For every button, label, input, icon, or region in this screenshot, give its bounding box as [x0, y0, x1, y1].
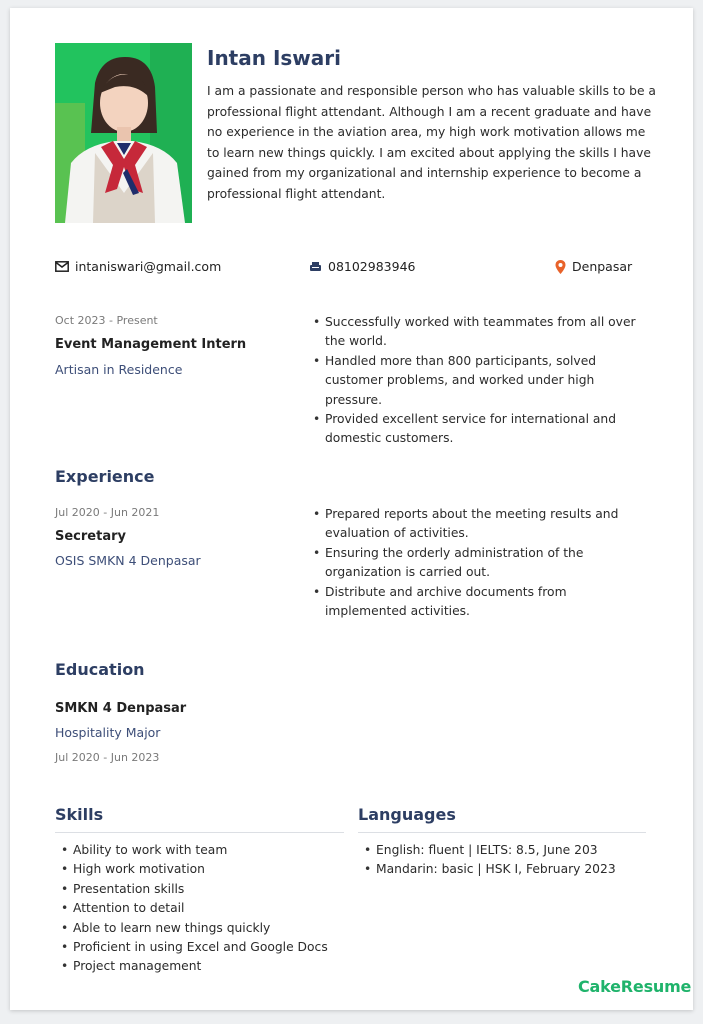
list-item: • Ability to work with team [58, 841, 344, 860]
experience-bullets [310, 505, 650, 621]
languages-heading: Languages [358, 805, 456, 824]
skills-list [58, 841, 344, 977]
list-item: • Able to learn new things quickly [58, 919, 344, 938]
education-school: SMKN 4 Denpasar [55, 701, 187, 716]
skills-heading: Skills [55, 805, 104, 824]
internship-role: Event Management Intern [55, 337, 247, 352]
list-item: • Provided excellent service for international and domestic customers. [310, 410, 650, 449]
phone-text: 08102983946 [328, 259, 416, 274]
skills-divider [55, 832, 344, 833]
experience-heading: Experience [55, 467, 155, 486]
list-item: • Prepared reports about the meeting results and evaluation of activities. [310, 505, 650, 544]
internship-org: Artisan in Residence [55, 362, 183, 377]
profile-summary: I am a passionate and responsible person who has valuable skills to be a professional flight attendant. Although I am a recent graduate and have no experience in the aviation area, my high work motivation allows me to learn new things quickly. I am excited about applying the skills I have gained from my organizational and internship experience to become a professional flight attendant. [207, 84, 656, 201]
list-item: • High work motivation [58, 860, 344, 879]
languages-list [361, 841, 646, 880]
cakeresume-logo[interactable]: CakeResume [578, 977, 692, 996]
list-item: • Successfully worked with teammates from all over the world. [310, 313, 650, 352]
mail-icon [55, 261, 69, 272]
education-major: Hospitality Major [55, 725, 161, 740]
contact-email[interactable] [55, 259, 221, 274]
profile-photo [55, 43, 192, 223]
resume-page [10, 8, 693, 1010]
education-heading: Education [55, 660, 145, 679]
list-item: • Project management [58, 957, 344, 976]
list-item: • Presentation skills [58, 880, 344, 899]
list-item: • Ensuring the orderly administration of the organization is carried out. [310, 544, 650, 583]
languages-divider [358, 832, 646, 833]
experience-date: Jul 2020 - Jun 2021 [55, 506, 160, 519]
email-text: intaniswari@gmail.com [75, 259, 222, 274]
candidate-name: Intan Iswari [207, 46, 341, 70]
phone-icon [309, 261, 322, 272]
internship-date: Oct 2023 - Present [55, 314, 158, 327]
experience-role: Secretary [55, 529, 126, 544]
location-pin-icon [555, 260, 566, 274]
contact-location [555, 259, 632, 274]
list-item: • English: fluent | IELTS: 8.5, June 203 [361, 841, 646, 860]
list-item: • Proficient in using Excel and Google Docs [58, 938, 344, 957]
location-text: Denpasar [572, 259, 633, 274]
experience-org: OSIS SMKN 4 Denpasar [55, 553, 201, 568]
list-item: • Mandarin: basic | HSK I, February 2023 [361, 860, 646, 879]
contact-phone[interactable] [309, 259, 415, 274]
list-item: • Attention to detail [58, 899, 344, 918]
education-date: Jul 2020 - Jun 2023 [55, 751, 160, 764]
internship-bullets [310, 313, 650, 449]
list-item: • Handled more than 800 participants, solved customer problems, and worked under high pressure. [310, 352, 650, 410]
list-item: • Distribute and archive documents from implemented activities. [310, 583, 650, 622]
